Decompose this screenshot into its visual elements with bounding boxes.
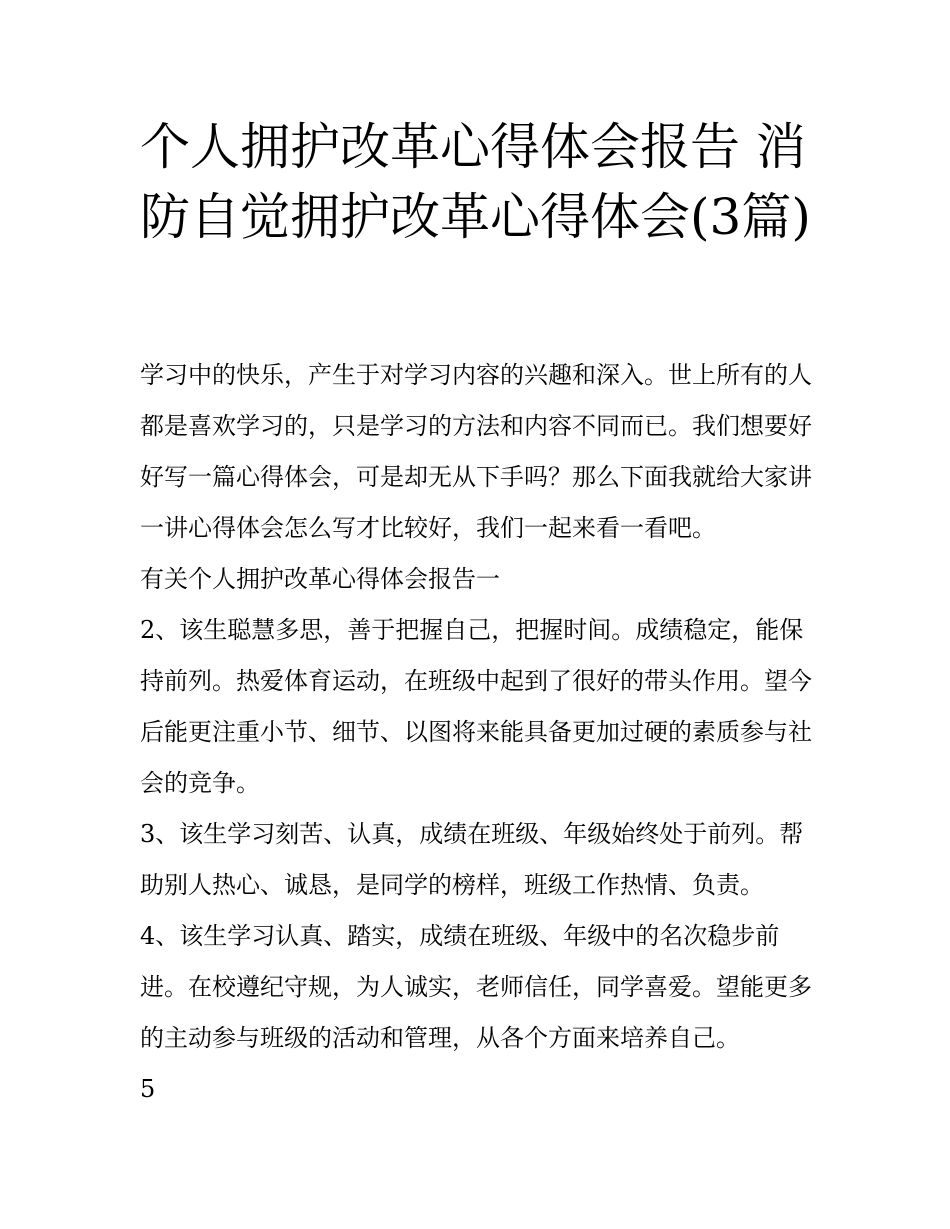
paragraph-item-4: 4、该生学习认真、踏实，成绩在班级、年级中的名次稳步前进。在校遵纪守规，为人诚实，老师信任，同学喜爱。望能更多的主动参与班级的活动和管理，从各个方面来培养自己。 [140, 922, 812, 1052]
document-body [140, 350, 820, 1115]
document-title: 个人拥护改革心得体会报告 消防自觉拥护改革心得体会(3篇) [140, 118, 811, 246]
paragraph-item-2: 2、该生聪慧多思，善于把握自己，把握时间。成绩稳定，能保持前列。热爱体育运动，在班级中起到了很好的带头作用。望今后能更注重小节、细节、以图将来能具备更加过硬的素质参与社会的竞争。 [140, 616, 812, 797]
paragraph-section-heading: 有关个人拥护改革心得体会报告一 [140, 565, 500, 593]
paragraph-item-5: 5 [140, 1075, 156, 1103]
paragraph-intro: 学习中的快乐，产生于对学习内容的兴趣和深入。世上所有的人都是喜欢学习的，只是学习的方法和内容不同而已。我们想要好好写一篇心得体会，可是却无从下手吗？那么下面我就给大家讲一讲心得体会怎么写才比较好，我们一起来看一看吧。 [140, 361, 812, 542]
paragraph-item-3: 3、该生学习刻苦、认真，成绩在班级、年级始终处于前列。帮助别人热心、诚恳，是同学的榜样，班级工作热情、负责。 [140, 820, 804, 899]
